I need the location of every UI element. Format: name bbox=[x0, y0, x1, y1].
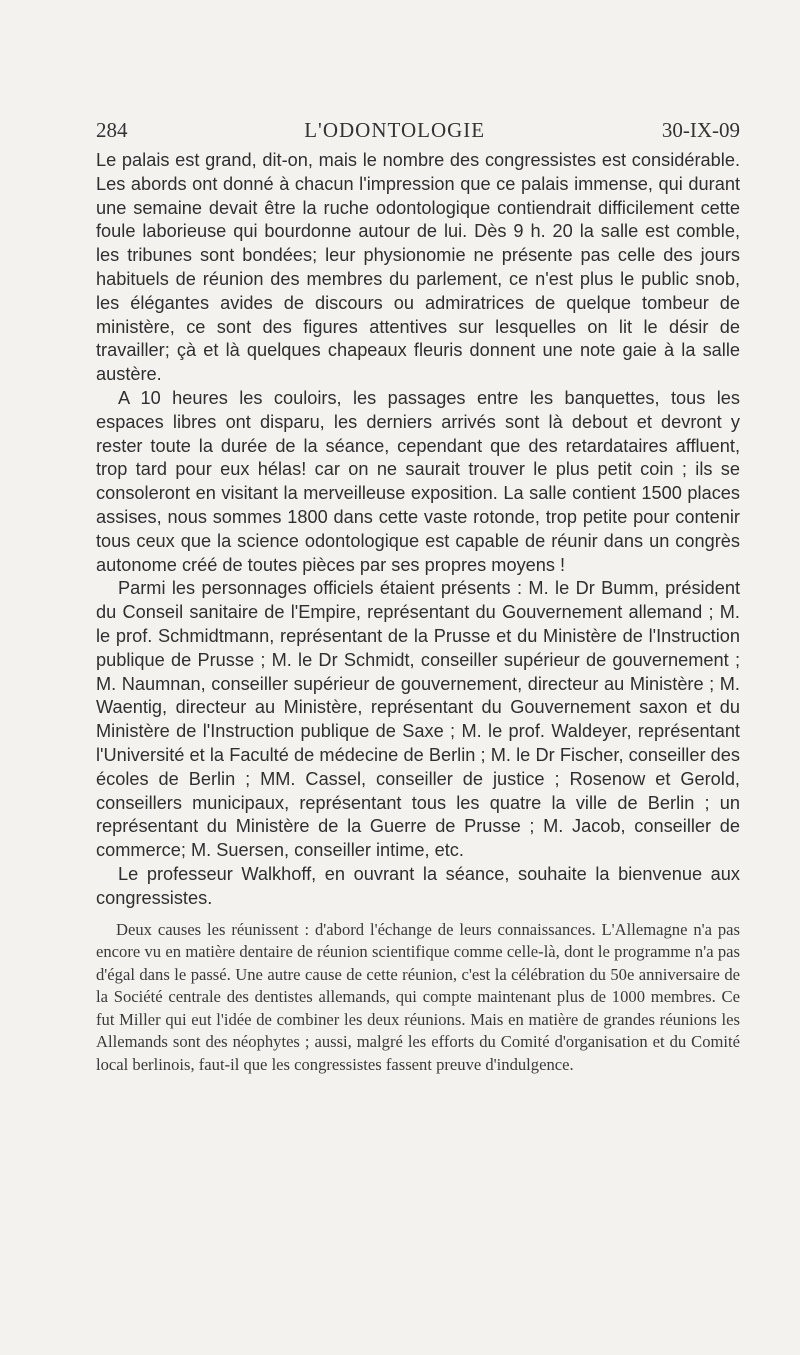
main-text bbox=[96, 149, 740, 911]
small-paragraph: Deux causes les réunissent : d'abord l'échange de leurs connaissances. L'Allemagne n'a pas encore vu en matière dentaire de réunion scientifique comme celle-là, dont le programme n'a pas d'égal dans le passé. Une autre cause de cette réunion, c'est la célébration du 50e anniversaire de la Société centrale des dentistes allemands, qui compte maintenant plus de 1000 membres. Ce fut Miller qui eut l'idée de combiner les deux réunions. Mais en matière de grandes réunions les Allemands sont des néophytes ; aussi, malgré les efforts du Comité d'organisation et du Comité local berlinois, faut-il que les congressistes fassent preuve d'indulgence. bbox=[96, 919, 740, 1075]
journal-title: L'ODONTOLOGIE bbox=[304, 118, 486, 142]
paragraph: Le professeur Walkhoff, en ouvrant la séance, souhaite la bienvenue aux congressistes. bbox=[96, 863, 740, 908]
page-number: 284 bbox=[96, 118, 128, 142]
paragraph: A 10 heures les couloirs, les passages entre les banquettes, tous les espaces libres ont disparu, les derniers arrivés sont là debout et devront y rester toute la durée de la séance, cependant que des retardataires affluent, trop tard pour eux hélas! car on ne saurait trouver le plus petit coin ; ils se consoleront en visitant la merveilleuse exposition. La salle contient 1500 places assises, nous sommes 1800 dans cette vaste rotonde, trop petite pour contenir tous ceux que la science odontologique est capable de réunir dans un congrès autonome créé de toutes pièces par ses propres moyens ! bbox=[96, 387, 740, 575]
paragraph: Le palais est grand, dit-on, mais le nombre des congressistes est considérable. Les abords ont donné à chacun l'impression que ce palais immense, qui durant une semaine devait être la ruche odontologique contiendrait difficilement cette foule laborieuse qui bourdonne autour de lui. Dès 9 h. 20 la salle est comble, les tribunes sont bondées; leur physionomie ne présente pas celle des jours habituels de réunion des membres du parlement, ce n'est plus le public snob, les élégantes avides de discours ou admiratrices de quelque tombeur de ministère, ce sont des figures attentives sur lesquelles on lit le désir de travailler; çà et là quelques chapeaux fleuris donnent une note gaie à la salle austère. bbox=[96, 150, 740, 385]
issue-date: 30-IX-09 bbox=[661, 118, 740, 142]
paragraph: Parmi les personnages officiels étaient présents : M. le Dr Bumm, président du Conseil sanitaire de l'Empire, représentant du Gouvernement allemand ; M. le prof. Schmidtmann, représentant de la Prusse et du Ministère de l'Instruction publique de Prusse ; M. le Dr Schmidt, conseiller supérieur de gouvernement ; M. Naumnan, conseiller supérieur de gouvernement, directeur au Ministère ; M. Waentig, directeur au Ministère, représentant du Gouvernement saxon et du Ministère de l'Instruction publique de Saxe ; M. le prof. Waldeyer, représentant l'Université et la Faculté de médecine de Berlin ; M. le Dr Fischer, conseiller des écoles de Berlin ; MM. Cassel, conseiller de justice ; Rosenow et Gerold, conseillers municipaux, représentant tous les quatre la ville de Berlin ; un représentant du Ministère de la Guerre de Prusse ; M. Jacob, conseiller de commerce; M. Suersen, conseiller intime, etc. bbox=[96, 578, 740, 861]
running-header bbox=[96, 118, 740, 143]
document-page bbox=[96, 118, 740, 1077]
small-print-text bbox=[96, 919, 740, 1077]
